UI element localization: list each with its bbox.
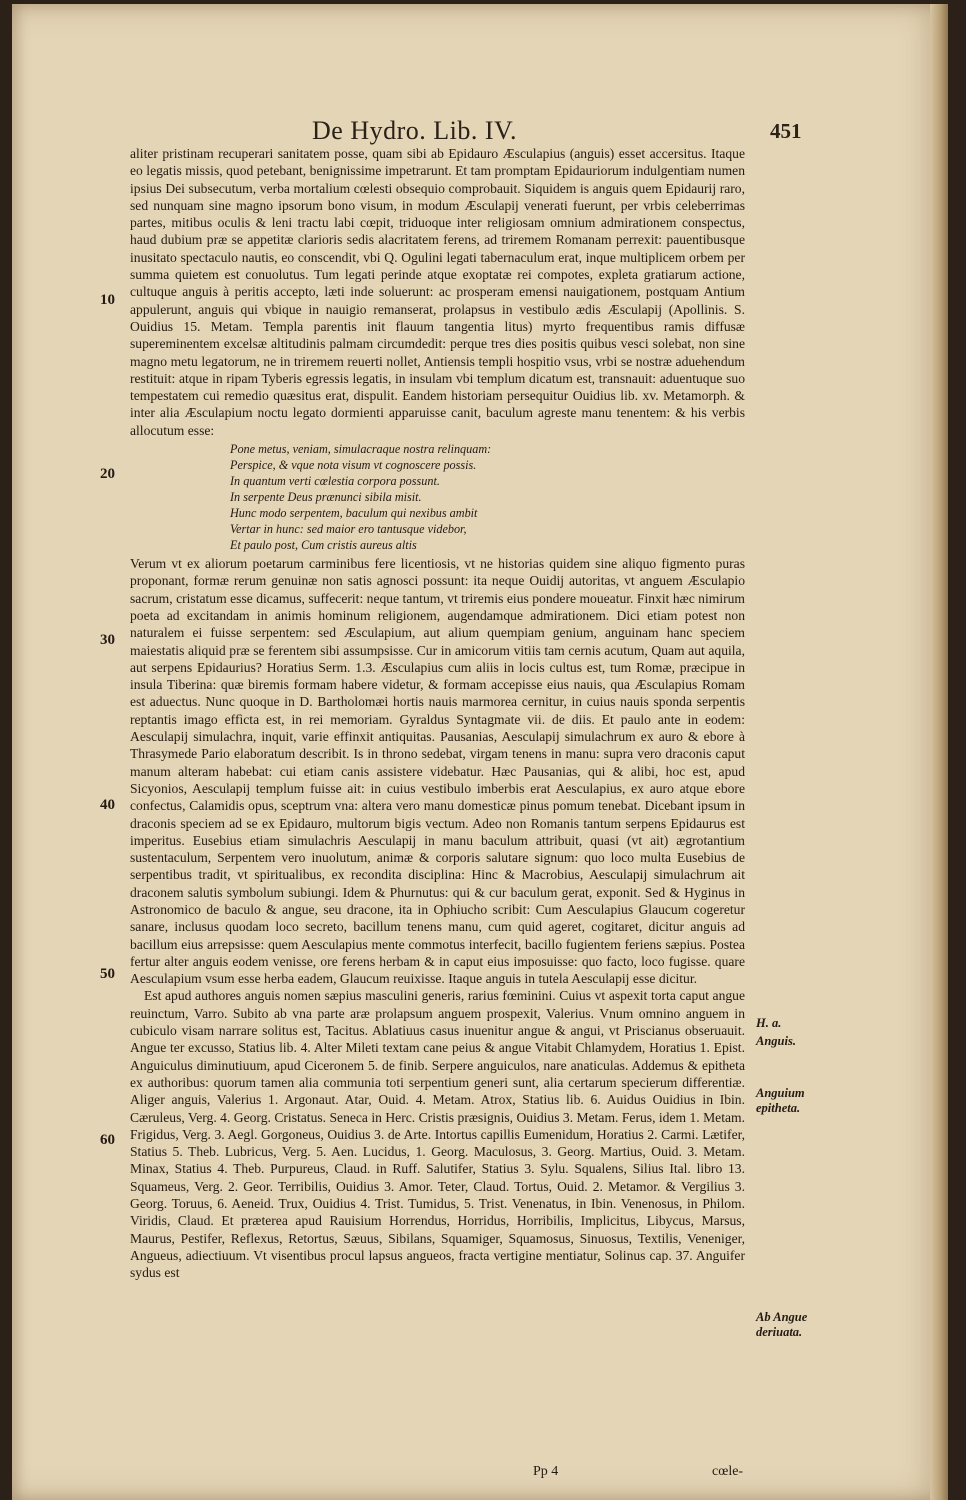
paragraph-2: Verum vt ex aliorum poetarum carminibus fere licentiosis, vt ne historias quidem sine aliquo figmento puras proponant, formæ rerum genuinæ non satis agnosci possunt: ita neque Ouidij autoritas, vt anguem Æsculapio sacrum, cristatum esse dicamus, suffecerit: neque tantum, vt triremis eius pondere moueatur. Finxit hæc nimirum poeta ad excitandam in animis hominum religionem, augendamque admirationem. Dici etiam potest non naturalem ei fuisse serpentem: sed Æsculapium, aut alium quempiam genium, anguinam hanc speciem maiestatis aliquid præ se ferentem sibi assumpsisse. Cur in amicorum vitiis tam cernis acutum, Quam aut aquila, aut serpens Epidaurius? Horatius Serm. 1.3. Æsculapius cum aliis in locis cultus est, tum Romæ, præcipue in insula Tiberina: quæ biremis formam habere videtur, & formam accepisse eius nauis, qua Æsculapius Romam est aduectus. Nunc quoque in D. Bartholomæi hortis nauis marmorea cernitur, in cuius nauis sponda serpentis reptantis imago effìcta est, in rei memoriam. Gyraldus Syntagmate vii. de diis. Et paulo ante in eodem: Aesculapij simulachra, inquit, varie effinxit antiquitas. Pausanias, Aesculapij simulachrum ex auro & ebore à Thrasymede Pario elaboratum describit. Is in throno sedebat, virgam tenens in manu: supra vero draconis caput manum alteram habebat: cui etiam canis assistere videbatur. Hæc Pausanias, qui & alibi, hoc est, apud Sicyonios, Aesculapij templum fuisse ait: in cuius vestibulo imberbis erat Aesculapius, ex auro atque ebore confectus, Calamidis opus, sceptrum vna: altera vero manu domesticæ pinus pomum tenebat. Dicebant ipsum in draconis speciem ad se ex Epidauro, multorum bigis vectum. Adeo non Romanis tantum serpens Epidaurus est imperitus. Eusebius etiam simulachris Aesculapij in manu baculum attribuit, quasi (vt ait) ægrotantium sustentaculum, Serpentem vero inuolutum, animæ & corporis salutare signum: quo loco multa Eusebius de serpentibus tradit, vt spiritualibus, ex recondita disciplina: Hinc & Macrobius, Aesculapij simulachrum ait draconem salutis symbolum subiungi. Idem & Phurnutus: qui & cur baculum gerat, exponit. Sed & Hyginus in Astronomico de baculo & angue, seu dracone, ita in Ophiucho scribit: Cum Aesculapius Glaucum cogeretur sanare, inclusus quodam loco secreto, bacillum tenens manu, cum quid ageret, cogitaret, dicitur anguis ad bacillum eius arrepsisse: quem Aesculapius mente commotus interfecit, bacillo fugientem feriens sæpius. Postea fertur alter anguis eodem venisse, ore ferens herbam & in caput eius imposuisse: quo facto, loco fugisse. quare Aesculapium vsum esse herba eadem, Glaucum reuixisse. Itaque anguis in tutela Aesculapij esse dicitur.	[130, 556, 745, 987]
verse-line: In serpente Deus prænunci sibila misit.	[230, 490, 422, 505]
verse-line: Vertar in hunc: sed maior ero tantusque videbor,	[230, 522, 467, 537]
verse-line: In quantum verti cœlestia corpora possunt.	[230, 474, 440, 489]
verse-line: Pone metus, veniam, simulacraque nostra relinquam:	[230, 442, 492, 457]
margin-note-epitheta: Anguium epitheta.	[756, 1086, 805, 1115]
line-number: 30	[100, 632, 115, 648]
margin-note-anguis: Anguis.	[756, 1034, 796, 1048]
line-number: 10	[100, 292, 115, 308]
margin-note-derivata: Ab Angue deriuata.	[756, 1310, 808, 1339]
verse-line: Perspice, & vque nota visum vt cognoscere possis.	[230, 458, 477, 473]
verse-quotation	[230, 441, 745, 553]
paragraph-3: Est apud authores anguis nomen sæpius masculini generis, rarius fœminini. Cuius vt aspexit torta caput angue reuinctum, Varro. Subito ab vna parte aræ prolapsum anguem prospexit, Valerius. Vnum omnino anguem in cubiculo visam narrare solitus est, Tacitus. Ablatiuus casus inuenitur angue & angui, vt Priscianus obseruauit. Angue ter excusso, Statius lib. 4. Alter Mileti textam cane peius & angue Vitabit Chlamydem, Horatius 1. Epist. Anguiculus diminutiuum, apud Ciceronem 5. de finib. Serpere anguiculos, nare anaticulas. Addemus & epitheta ex authoribus: quorum tamen alia communia toti serpentium generi sunt, alia certarum specierum differentiæ. Aliger anguis, Valerius 1. Argonaut. Atar, Ouid. 4. Metam. Atrox, Statius lib. 6. Auidus Ouidius in Ibin. Cæruleus, Verg. 4. Georg. Cristatus. Seneca in Herc. Cristis præsignis, Ouidius 3. Metam. Ferus, idem 1. Metam. Frigidus, Verg. 3. Aegl. Gorgoneus, Ouidius 3. de Arte. Intortus capillis Eumenidum, Horatius 2. Carmi. Lætifer, Statius 5. Theb. Lubricus, Verg. 5. Aen. Lucidus, 1. Georg. Maculosus, 3. Georg. Martius, Ouid. 3. Metam. Minax, Statius 4. Theb. Purpureus, Claud. in Ruff. Salutifer, Statius 3. Sylu. Squalens, Silius Ital. libro 13. Squameus, Verg. 2. Geor. Terribilis, Ouidius 3. Amor. Teter, Claud. Tortus, Ouid. 2. Metamor. & Vergilius 3. Georg. Toruus, 6. Aeneid. Trux, Ouidius 4. Trist. Tumidus, 5. Trist. Venenatus, in Ibin. Venenosus, in Philom. Viridis, Claud. Et præterea apud Rauisium Horrendus, Horridus, Horribilis, Implicitus, Libycus, Marsus, Maurus, Pestifer, Reflexus, Retortus, Sæuus, Sibilans, Squamiger, Squamosus, Sinuosus, Textilis, Veneniger, Angueus, adiectiuum. Vt visentibus procul lapsus angueos, fracta vertigine mentiatur, Solinus cap. 37. Anguifer sydus est	[130, 988, 745, 1281]
paragraph-1: aliter pristinam recuperari sanitatem posse, quam sibi ab Epidauro Æsculapius (anguis) esset accersitus. Itaque eo legatis missis, quod petebant, benignissime impetrarunt. Et tam promptam Epidauriorum indulgentiam numen ipsius Dei subsecutum, verba mortalium cœlesti obsequio comprobauit. Siquidem is anguis quem Epidaurij raro, sed nunquam sine magno ipsorum bono visum, in modum Æsculapij venerati fuerunt, per vrbis celeberrimas partes, mitibus oculis & leni tractu labi cœpit, triduoque inter religiosam omnium admirationem conspectus, haud dubium præ se appetitæ clarioris sedis alacritatem ferens, ad triremem Romanam perrexit: pauentibusque inusitato spectaculo nautis, eo conscendit, vbi Q. Ogulini legati tabernaculum erat, inque multiplicem orbem per summa quietem est conuolutus. Tum legati perinde atque exoptatæ rei compotes, expleta gratiarum actione, cultuque anguis à peritis accepto, læti inde soluerunt: ac prosperam emensi nauigationem, postquam Antium appulerunt, anguis qui vbique in nauigio remanserat, prolapsus in vestibulo ædis Æsculapij (Apollinis. S. Ouidius 15. Metam. Templa parentis init flauum tangentia litus) myrto frequentibus ramis diffusæ supereminentem excelsæ altitudinis palmam circumdedit: perque tres dies positis quibus vesci solebat, non sine magno metu legatorum, ne in triremem reuerti nollet, Antiensis templi hospitio vsus, vrbi se nostræ aduehendum restituit: atque in ripam Tyberis egressis legatis, in insulam vbi templum dicatum est, transnauit: aduentuque suo tempestatem cui remedio quæsitus erat, dispulit. Eandem historiam persequitur Ouidius lib. xv. Metamorph. & inter alia Æsculapium noctu legato dormienti apparuisse canit, baculum agreste manu tenentem: & his verbis allocutum esse:	[130, 146, 745, 438]
page-number: 451	[770, 119, 802, 143]
margin-note-section: H. a.	[756, 1016, 782, 1030]
catchword: cœle-	[712, 1464, 744, 1479]
line-number: 20	[100, 466, 115, 482]
running-title: De Hydro. Lib. IV.	[312, 116, 517, 145]
page-edge	[930, 4, 948, 1500]
signature-mark: Pp 4	[533, 1464, 559, 1479]
line-number: 60	[100, 1132, 115, 1148]
line-number: 40	[100, 797, 115, 813]
verse-line: Hunc modo serpentem, baculum qui nexibus ambit	[230, 506, 478, 521]
verse-line: Et paulo post, Cum cristis aureus altis	[230, 538, 417, 553]
book-page	[12, 4, 948, 1500]
main-text	[130, 145, 745, 1282]
page-footer	[12, 1464, 948, 1486]
line-number: 50	[100, 966, 115, 982]
